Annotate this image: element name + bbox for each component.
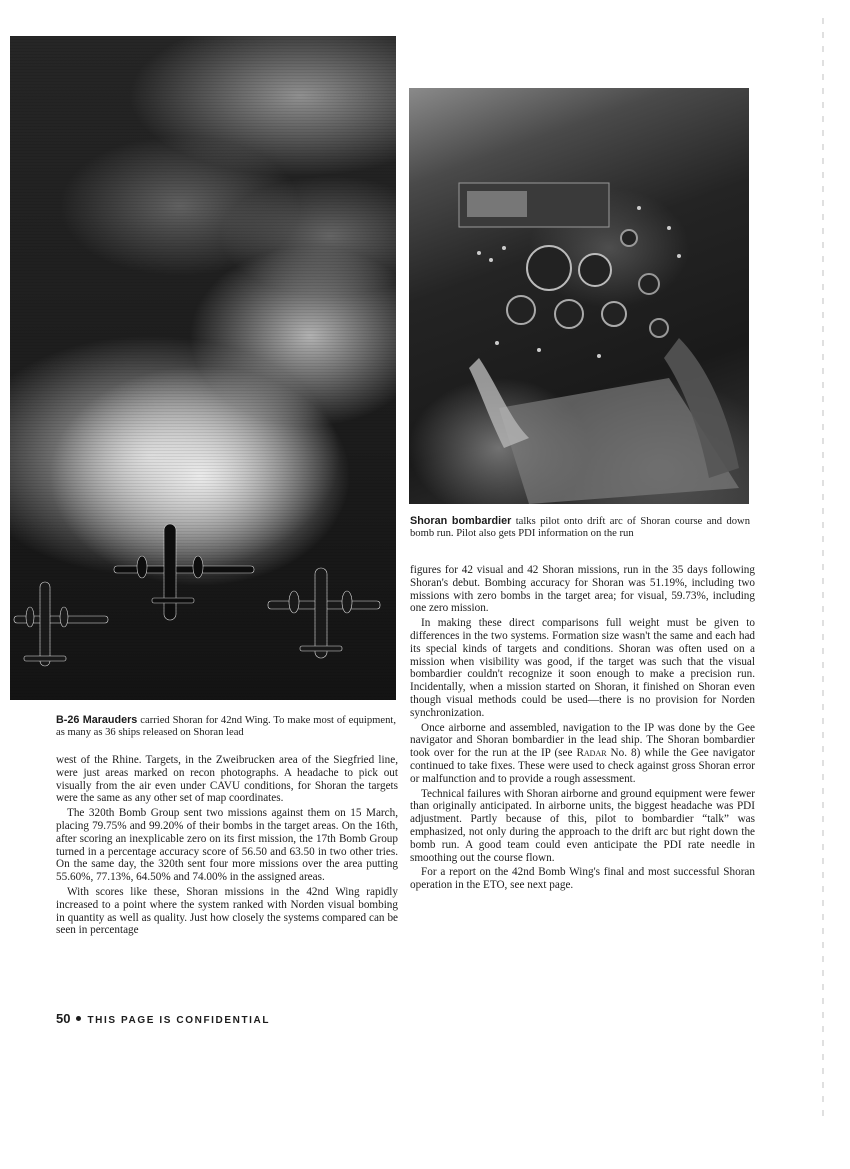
right-text-column [410,564,755,892]
caption-text: carried Shoran for 42nd Wing. To make most of equipment, as many as 36 ships released on Shoran lead [56,715,396,739]
photo-grain [10,36,396,700]
radar-reference: Radar [576,747,607,760]
bullet-icon [76,1016,81,1021]
caption-lead: Shoran bombardier [410,515,512,527]
page-footer [56,1011,270,1026]
paragraph: west of the Rhine. Targets, in the Zweibrucken area of the Siegfried line, were just areas marked on recon photographs. A headache to pick out visually from the air even under CAVU conditions, for Shoran the targets were the same as any other set of map coordinates. [56,754,398,805]
caption-lead: B-26 Marauders [56,714,138,726]
paragraph: For a report on the 42nd Bomb Wing's final and most successful Shoran operation in the ETO, see next page. [410,866,755,892]
paragraph-text: Once airborne and assembled, navigation to the IP was done by the Gee navigator and Shoran bombardier in the lead ship. The Shoran bombardier took over for the run at the IP (see [410,721,755,760]
bombardier-photo-caption [410,515,750,540]
page-edge [822,18,824,1118]
paragraph: figures for 42 visual and 42 Shoran missions, run in the 35 days following Shoran's debut. Bombing accuracy for Shoran was 51.19%, including two missions with zero bombs in the target area; for visual, 59.73%, including one zero mission. [410,564,755,615]
left-text-column [56,754,398,937]
page-number: 50 [56,1011,71,1026]
confidential-label: THIS PAGE IS CONFIDENTIAL [87,1015,271,1026]
paragraph-text: No. 8) while the Gee navigator continued to take fixes. These were used to check against gross Shoran error or malfunction and to provide a rough assessment. [410,747,755,785]
marauders-photo-caption [56,714,396,739]
paragraph: In making these direct comparisons full weight must be given to differences in the two systems. Formation size wasn't the same and each had its special kinds of targets and conditions. Shoran was often used on a mission when visibility was good, if the target was such that the visual bombardier couldn't recognize it soon enough to make a precision run. Incidentally, when a mission started on Shoran, it finished on Shoran even though visual methods could be used—there is no provision for Norden synchronization. [410,617,755,719]
bombardier-panel-photo [409,88,749,504]
paragraph: Technical failures with Shoran airborne and ground equipment were fewer than originally anticipated. In airborne units, the biggest headache was PDI adjustment. Partly because of this, pilot to bombardier “talk” was emphasized, not only during the approach to the drift arc but right down the bomb run. A good team could even anticipate the PDI rate needle in smoothing out the course flown. [410,787,755,864]
bomber-formation-photo [10,36,396,700]
paragraph [410,722,755,786]
caption-text: talks pilot onto drift arc of Shoran course and down bomb run. Pilot also gets PDI information on the run [410,516,750,540]
paragraph: The 320th Bomb Group sent two missions against them on 15 March, placing 79.75% and 99.20% of their bombs in the target areas. On the 16th, after scoring an inexplicable zero on its first mission, the 17th Bomb Group turned in a percentage accuracy score of 56.50 and 63.50 in two other tries. On the same day, the 320th sent four more missions over the area putting 55.60%, 77.13%, 64.50% and 74.00% in the assigned areas. [56,807,398,884]
instrument-panel-graphic [409,88,749,504]
paragraph: With scores like these, Shoran missions in the 42nd Wing rapidly increased to a point where the system ranked with Norden visual bombing in quantity as well as quality. Just how closely the systems compared can be seen in percentage [56,885,398,937]
